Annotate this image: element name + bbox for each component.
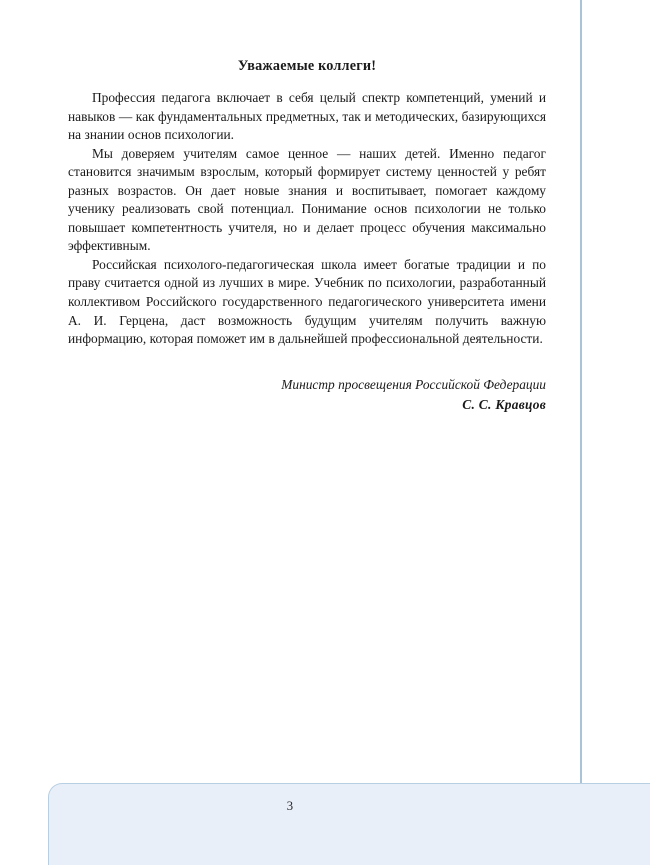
body-paragraph-1: Профессия педагога включает в себя целый спектр компетенций, умений и навыков — как фундаментальных предметных, так и методических, базирующихся на знании основ психологии. <box>68 90 546 143</box>
body-paragraph-2: Мы доверяем учителям самое ценное — наших детей. Именно педагог становится значимым взрослым, который формирует систему ценностей у ребят разных возрастов. Он дает новые знания и воспитывает, помогает каждому ученику реализовать свой потенциал. Понимание основ психологии не только повышает компетентность учителя, но и делает процесс обучения максимально эффективным. <box>68 145 546 254</box>
text-column <box>68 58 546 414</box>
right-margin-rule <box>580 0 582 783</box>
body-paragraph-3: Российская психолого-педагогическая школа имеет богатые традиции и по праву считается одной из лучших в мире. Учебник по психологии, разработанный коллективом Российского государственного педагогического университета имени А. И. Герцена, даст возможность будущим учителям получить важную информацию, которая поможет им в дальнейшей профессиональной деятельности. <box>68 256 546 347</box>
signature-name: С. С. Кравцов <box>462 396 546 412</box>
footer-bar <box>48 783 650 865</box>
signature-role: Министр просвещения Российской Федерации <box>281 376 546 392</box>
signature-block <box>68 375 546 414</box>
page-title: Уважаемые коллеги! <box>237 58 377 74</box>
page-number: 3 <box>286 798 294 813</box>
